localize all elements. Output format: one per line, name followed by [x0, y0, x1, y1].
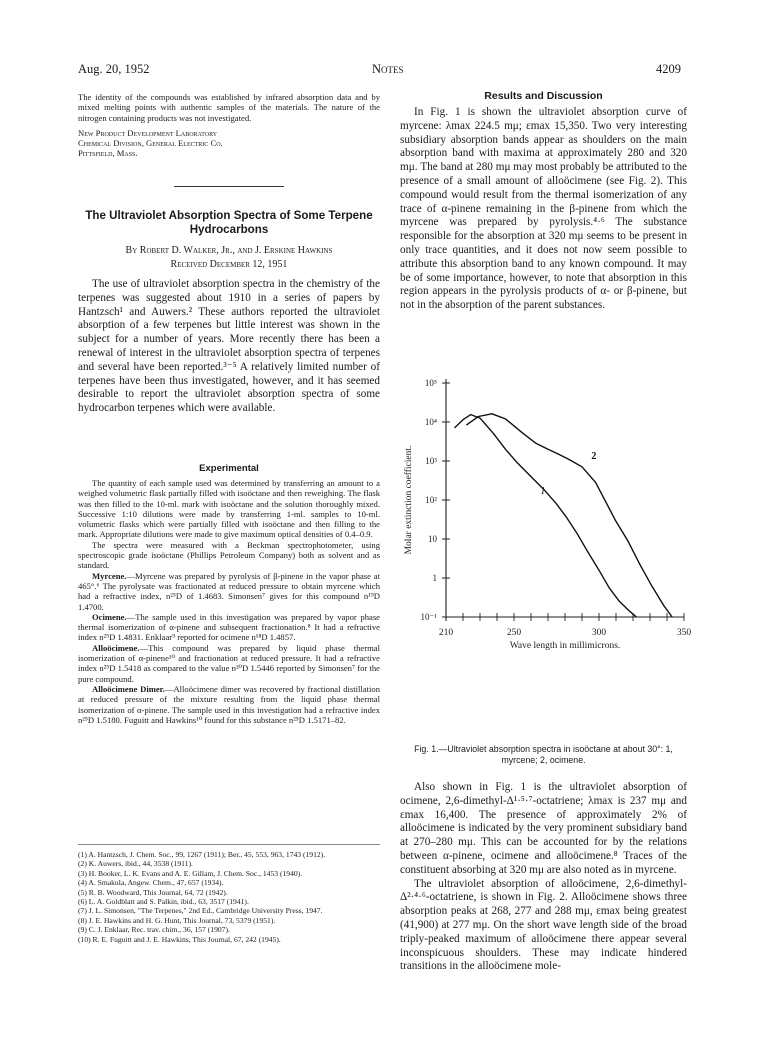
alloocimene-text: —This compound was prepared by liquid phase thermal isomerization of α-pinene¹⁰ and fractionation at reduced pressure. It had a refractive index n²⁵D 1.5418 as compared to the value n²⁰D 1.5446 reported by Simonsen⁷ for the pure compound. — [78, 642, 380, 684]
y-tick-label: 10⁵ — [424, 378, 437, 388]
myrcene-paragraph — [78, 571, 380, 612]
footnote-rule — [78, 844, 380, 845]
y-tick-label: 10⁴ — [424, 417, 437, 427]
results-paragraph: In Fig. 1 is shown the ultraviolet absorption curve of myrcene: λmax 224.5 mμ; εmax 15,350. Two very interesting subsidiary absorption bands appear as shoulders on the main absorption band with maxima at approximately 280 and 320 mμ. The band at 280 mμ may most probably be attributed to the presence of a small amount of alloöcimene (see Fig. 2). This compound would result from the thermal isomerization of any trace of α-pinene remaining in the β-pinene from which the myrcene was prepared by pyrolysis.⁴·⁶ The substance responsible for the absorption at 320 mμ seems to be present in only trace quantities, and it does not now seem possible to attribute this absorption band to any known compound. It may be of some importance, however, to note that absorption in this region appears in the pyrolysis products of α- or β-pinene, but not in the absorption of the parent substances. — [400, 106, 687, 312]
article-header — [78, 209, 380, 270]
x-tick-label: 350 — [676, 628, 692, 638]
alloocimene-label: Alloöcimene. — [92, 642, 140, 653]
myrcene-label: Myrcene. — [92, 570, 127, 581]
dimer-paragraph — [78, 684, 380, 725]
reference-item: (9) C. J. Enklaar, Rec. trav. chim., 36, 157 (1907). — [78, 925, 230, 935]
results-paragraph: Also shown in Fig. 1 is the ultraviolet absorption of ocimene, 2,6-dimethyl-Δ¹·⁵·⁷-octatriene; λmax is 237 mμ and εmax 16,400. The presence of approximately 2% of alloöcimene is indicated by the very prominent subsidiary band at 270–280 mμ. This can be accounted for by the relations between α-pinene, ocimene and alloöcimene.⁸ Traces of the constituent absorbing at 320 mμ are also noted as in myrcene. — [400, 781, 687, 876]
experimental-paragraph: The spectra were measured with a Beckman spectrophotometer, using spectroscopic grade isoöctane (Phillips Petroleum Company) both as solvent and as standard. — [78, 539, 380, 571]
section-divider — [174, 186, 284, 187]
previous-note-affiliation — [78, 128, 380, 159]
results-heading: Results and Discussion — [484, 90, 603, 102]
running-header-section: Notes — [372, 62, 404, 76]
previous-note-conclusion: The identity of the compounds was established by infrared absorption data and by mixed melting points with authentic samples of the materials. The nature of the nitrogen containing products was not investigated. — [78, 92, 380, 123]
alloocimene-paragraph — [78, 643, 380, 684]
chart-curves — [455, 414, 673, 617]
reference-item: (2) K. Auwers, ibid., 44, 3538 (1911). — [78, 859, 193, 869]
reference-item: (10) R. E. Fuguitt and J. E. Hawkins, This Journal, 67, 242 (1945). — [78, 934, 281, 944]
x-tick-label: 210 — [438, 628, 454, 638]
results-section — [400, 90, 687, 313]
curve-label-1: 1 — [540, 486, 546, 498]
intro-paragraph: The use of ultraviolet absorption spectra in the chemistry of the terpenes was suggested about 1910 in a series of papers by Hantzsch¹ and Auwers.² These authors reported the ultraviolet absorption of a few terpenes but little interest was shown in the subject for a number of years. More recently there has been a renewal of interest in the ultraviolet absorption spectra of terpenes and several have been reported.³⁻⁵ A relatively limited number of terpenes have been thus investigated, however, and it has seemed desirable to report the ultraviolet absorption spectra of some hydrocarbon terpenes which were available. — [78, 278, 380, 415]
references-list — [78, 850, 380, 944]
running-header-page-number: 4209 — [656, 62, 681, 76]
x-axis-label: Wave length in millimicrons. — [509, 641, 621, 651]
myrcene-text: —Myrcene was prepared by pyrolysis of β-pinene in the vapor phase at 465°.⁶ The pyrolysate was fractionated at reduced pressure to obtain myrcene which had a refractive index, n²⁵D of 1.4683. Simonsen⁷ gives for this compound n¹⁹D 1.4700. — [78, 570, 380, 612]
figure-1-chart — [395, 372, 695, 744]
reference-item: (8) J. E. Hawkins and H. G. Hunt, This Journal, 73, 5379 (1951). — [78, 915, 276, 925]
affiliation-line: New Product Development Laboratory — [78, 127, 218, 138]
figure-caption: Fig. 1.—Ultraviolet absorption spectra in isoöctane at about 30°: 1, myrcene; 2, ocimene. — [414, 744, 673, 765]
article-title: The Ultraviolet Absorption Spectra of Some Terpene Hydrocarbons — [85, 209, 373, 236]
running-header-date: Aug. 20, 1952 — [78, 62, 150, 76]
y-tick-label: 10⁻¹ — [420, 612, 437, 622]
curve-label-2: 2 — [591, 451, 597, 463]
article-authors: By Robert D. Walker, Jr., and J. Erskine Hawkins — [125, 245, 333, 256]
reference-item: (3) H. Booker, L. K. Evans and A. E. Gillam, J. Chem. Soc., 1453 (1940). — [78, 868, 303, 878]
experimental-paragraph: The quantity of each sample used was determined by transferring an amount to a weighed volumetric flask partially filled with isoöctane and then reweighing. The flask was then filled to the 10-ml. mark with isoöctane and the solution thoroughly mixed. Successive 1:10 dilutions were made by transferring 1-ml. samples to 10-ml. volumetric flasks which were partially filled with isoöctane and then filling to the mark. Appropriate dilutions were made to give maximum optical densities of 0.4–0.9. — [78, 478, 380, 540]
y-tick-label: 10² — [425, 495, 437, 505]
reference-item: (1) A. Hantzsch, J. Chem. Soc., 99, 1267 (1911); Ber., 45, 553, 963, 1743 (1912). — [78, 850, 326, 859]
received-date: Received December 12, 1951 — [170, 259, 288, 270]
y-tick-label: 10³ — [425, 456, 437, 466]
results-continued — [400, 781, 687, 974]
reference-item: (7) J. L. Simonsen, "The Terpenes," 2nd Ed., Cambridge University Press, 1947. — [78, 906, 323, 916]
reference-item: (5) R. B. Woodward, This Journal, 64, 72 (1942). — [78, 887, 228, 897]
reference-item: (4) A. Smakula, Angew. Chem., 47, 657 (1934). — [78, 878, 224, 888]
x-tick-label: 250 — [506, 628, 522, 638]
dimer-text: —Alloöcimene dimer was recovered by fractional distillation at reduced pressure of the mixture resulting from the liquid phase thermal isomerization of α-pinene. The sample used in this investigation had a refractive index n²⁵D 1.5180. Fuguitt and Hawkins¹⁰ found for this substance n²⁵D 1.5171–82. — [78, 683, 381, 725]
ocimene-paragraph — [78, 612, 380, 643]
experimental-heading: Experimental — [199, 463, 259, 474]
results-paragraph: The ultraviolet absorption of alloöcimene, 2,6-dimethyl-Δ²·⁴·⁶-octatriene, is shown in Fig. 2. Alloöcimene shows three absorption peaks at 268, 277 and 288 mμ, εmax being greatest (41,900) at 277 mμ. On the short wave length side of the broad triply-peaked maximum of alloöcimene there appear several inconspicuous shoulders. These may indicate hindered transitions in the alloöcimene mole- — [400, 877, 687, 973]
introduction — [78, 278, 380, 416]
y-tick-label: 10 — [428, 534, 437, 544]
curve-series-1 — [455, 415, 637, 617]
reference-item: (6) L. A. Goldblatt and S. Palkin, ibid., 63, 3517 (1941). — [78, 897, 249, 907]
experimental-section — [78, 463, 380, 725]
dimer-label: Alloöcimene Dimer. — [92, 683, 165, 694]
affiliation-line: Pittsfield, Mass. — [78, 148, 138, 159]
affiliation-line: Chemical Division, General Electric Co. — [78, 138, 223, 149]
y-tick-label: 1 — [432, 573, 437, 583]
x-tick-label: 300 — [591, 628, 607, 638]
ocimene-label: Ocimene. — [92, 611, 127, 622]
y-axis-label: Molar extinction coefficient. — [404, 445, 414, 555]
left-column — [78, 92, 380, 159]
ocimene-text: —The sample used in this investigation was prepared by vapor phase thermal isomerization of α-pinene and subsequent fractionation.⁸ It had a refractive index n²⁵D 1.4831. Enklaar⁹ reported for ocimene n¹⁸D 1.4857. — [78, 611, 380, 643]
curve-series-2 — [466, 414, 672, 617]
chart-axes — [442, 379, 684, 621]
